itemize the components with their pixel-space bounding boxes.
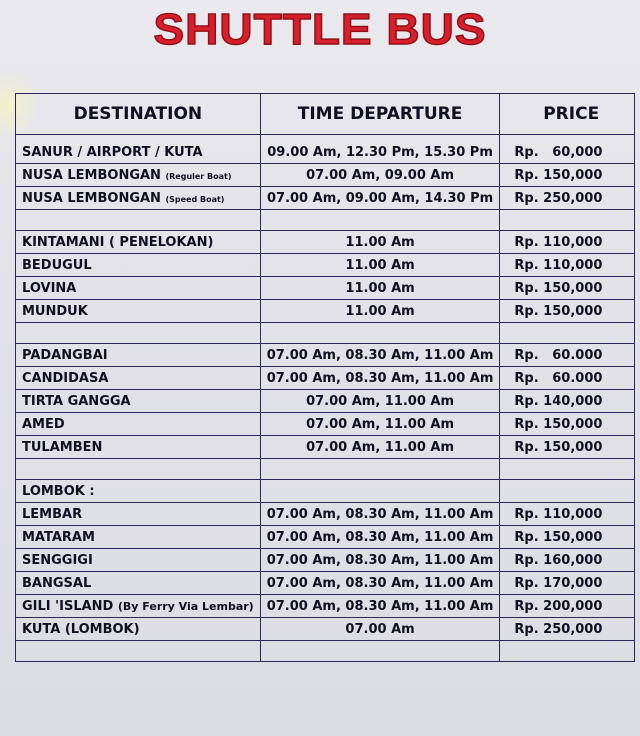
destination-name: NUSA LEMBONGAN [22, 167, 161, 183]
table-row [16, 164, 635, 187]
destination-cell [16, 231, 261, 254]
departure-time-cell: 07.00 Am, 09.00 Am, 14.30 Pm [260, 187, 500, 210]
table-row [16, 526, 635, 549]
header-price: PRICE [500, 94, 635, 135]
destination-cell [16, 164, 261, 187]
departure-time-cell: 07.00 Am [260, 618, 500, 641]
departure-time-cell: 07.00 Am, 11.00 Am [260, 413, 500, 436]
departure-time-cell: 07.00 Am, 08.30 Am, 11.00 Am [260, 572, 500, 595]
destination-cell [16, 390, 261, 413]
table-row [16, 231, 635, 254]
price-cell: Rp. 160,000 [500, 549, 635, 572]
header-time-departure: TIME DEPARTURE [260, 94, 500, 135]
price-cell: Rp. 140,000 [500, 390, 635, 413]
departure-time-cell: 11.00 Am [260, 300, 500, 323]
destination-name: SENGGIGI [22, 552, 93, 568]
destination-note: (Reguler Boat) [165, 171, 232, 181]
group-label-row [16, 480, 635, 503]
destination-cell [16, 254, 261, 277]
departure-time-cell: 07.00 Am, 08.30 Am, 11.00 Am [260, 595, 500, 618]
spacer-row [16, 210, 635, 231]
price-cell: Rp. 150,000 [500, 300, 635, 323]
price-cell: Rp. 200,000 [500, 595, 635, 618]
empty-cell [260, 641, 500, 662]
departure-time-cell: 11.00 Am [260, 277, 500, 300]
destination-name: CANDIDASA [22, 370, 109, 386]
destination-name: TIRTA GANGGA [22, 393, 131, 409]
destination-cell [16, 549, 261, 572]
price-cell: Rp. 110,000 [500, 231, 635, 254]
group-label: LOMBOK : [16, 480, 261, 503]
price-cell: Rp. 150,000 [500, 277, 635, 300]
destination-cell [16, 413, 261, 436]
empty-cell [16, 323, 261, 344]
destination-name: SANUR / AIRPORT / KUTA [22, 144, 203, 160]
destination-name: GILI 'ISLAND [22, 598, 114, 614]
destination-cell [16, 344, 261, 367]
destination-name: KINTAMANI ( PENELOKAN) [22, 234, 214, 250]
empty-cell [260, 210, 500, 231]
table-row [16, 135, 635, 164]
departure-time-cell: 09.00 Am, 12.30 Pm, 15.30 Pm [260, 135, 500, 164]
spacer-row [16, 459, 635, 480]
empty-cell [500, 323, 635, 344]
destination-name: KUTA (LOMBOK) [22, 621, 140, 637]
destination-name: AMED [22, 416, 65, 432]
destination-cell [16, 436, 261, 459]
destination-name: NUSA LEMBONGAN [22, 190, 161, 206]
destination-name: LEMBAR [22, 506, 83, 522]
page-title: SHUTTLE BUS [153, 4, 487, 54]
table-row [16, 187, 635, 210]
price-cell: Rp. 150,000 [500, 413, 635, 436]
empty-cell [16, 641, 261, 662]
schedule-body [16, 135, 635, 662]
header-destination: DESTINATION [16, 94, 261, 135]
table-row [16, 595, 635, 618]
departure-time-cell: 07.00 Am, 11.00 Am [260, 390, 500, 413]
empty-cell [16, 459, 261, 480]
price-cell: Rp. 150,000 [500, 436, 635, 459]
table-row [16, 549, 635, 572]
empty-cell [260, 323, 500, 344]
table-row [16, 572, 635, 595]
destination-cell [16, 595, 261, 618]
destination-name: MATARAM [22, 529, 95, 545]
departure-time-cell: 07.00 Am, 09.00 Am [260, 164, 500, 187]
destination-cell [16, 135, 261, 164]
destination-cell [16, 187, 261, 210]
table-row [16, 390, 635, 413]
schedule-table [15, 93, 635, 662]
empty-cell [500, 641, 635, 662]
empty-cell [260, 459, 500, 480]
table-row [16, 300, 635, 323]
destination-cell [16, 277, 261, 300]
departure-time-cell: 07.00 Am, 11.00 Am [260, 436, 500, 459]
departure-time-cell: 07.00 Am, 08.30 Am, 11.00 Am [260, 503, 500, 526]
table-row [16, 413, 635, 436]
price-cell: Rp. 110,000 [500, 503, 635, 526]
table-row [16, 618, 635, 641]
price-cell: Rp. 150,000 [500, 526, 635, 549]
destination-name: TULAMBEN [22, 439, 103, 455]
table-row [16, 436, 635, 459]
table-row [16, 277, 635, 300]
price-cell: Rp. 170,000 [500, 572, 635, 595]
destination-cell [16, 618, 261, 641]
destination-name: MUNDUK [22, 303, 88, 319]
departure-time-cell: 07.00 Am, 08.30 Am, 11.00 Am [260, 526, 500, 549]
empty-cell [500, 210, 635, 231]
empty-cell [500, 480, 635, 503]
destination-cell [16, 300, 261, 323]
destination-name: LOVINA [22, 280, 77, 296]
departure-time-cell: 11.00 Am [260, 254, 500, 277]
destination-note: (By Ferry Via Lembar) [117, 599, 254, 613]
departure-time-cell: 07.00 Am, 08.30 Am, 11.00 Am [260, 549, 500, 572]
table-row [16, 503, 635, 526]
price-cell: Rp. 150,000 [500, 164, 635, 187]
empty-cell [500, 459, 635, 480]
empty-cell [260, 480, 500, 503]
table-row [16, 254, 635, 277]
price-cell: Rp. 250,000 [500, 187, 635, 210]
spacer-row [16, 323, 635, 344]
destination-cell [16, 367, 261, 390]
empty-cell [16, 210, 261, 231]
price-cell: Rp. 250,000 [500, 618, 635, 641]
table-row [16, 367, 635, 390]
price-cell: Rp. 60,000 [500, 135, 635, 164]
price-cell: Rp. 110,000 [500, 254, 635, 277]
destination-cell [16, 503, 261, 526]
departure-time-cell: 07.00 Am, 08.30 Am, 11.00 Am [260, 344, 500, 367]
destination-name: BEDUGUL [22, 257, 92, 273]
departure-time-cell: 07.00 Am, 08.30 Am, 11.00 Am [260, 367, 500, 390]
destination-name: PADANGBAI [22, 347, 108, 363]
destination-cell [16, 572, 261, 595]
departure-time-cell: 11.00 Am [260, 231, 500, 254]
spacer-row [16, 641, 635, 662]
price-cell: Rp. 60.000 [500, 344, 635, 367]
table-row [16, 344, 635, 367]
price-cell: Rp. 60.000 [500, 367, 635, 390]
destination-name: BANGSAL [22, 575, 92, 591]
destination-cell [16, 526, 261, 549]
destination-note: (Speed Boat) [165, 194, 225, 204]
table-header-row [16, 94, 635, 135]
